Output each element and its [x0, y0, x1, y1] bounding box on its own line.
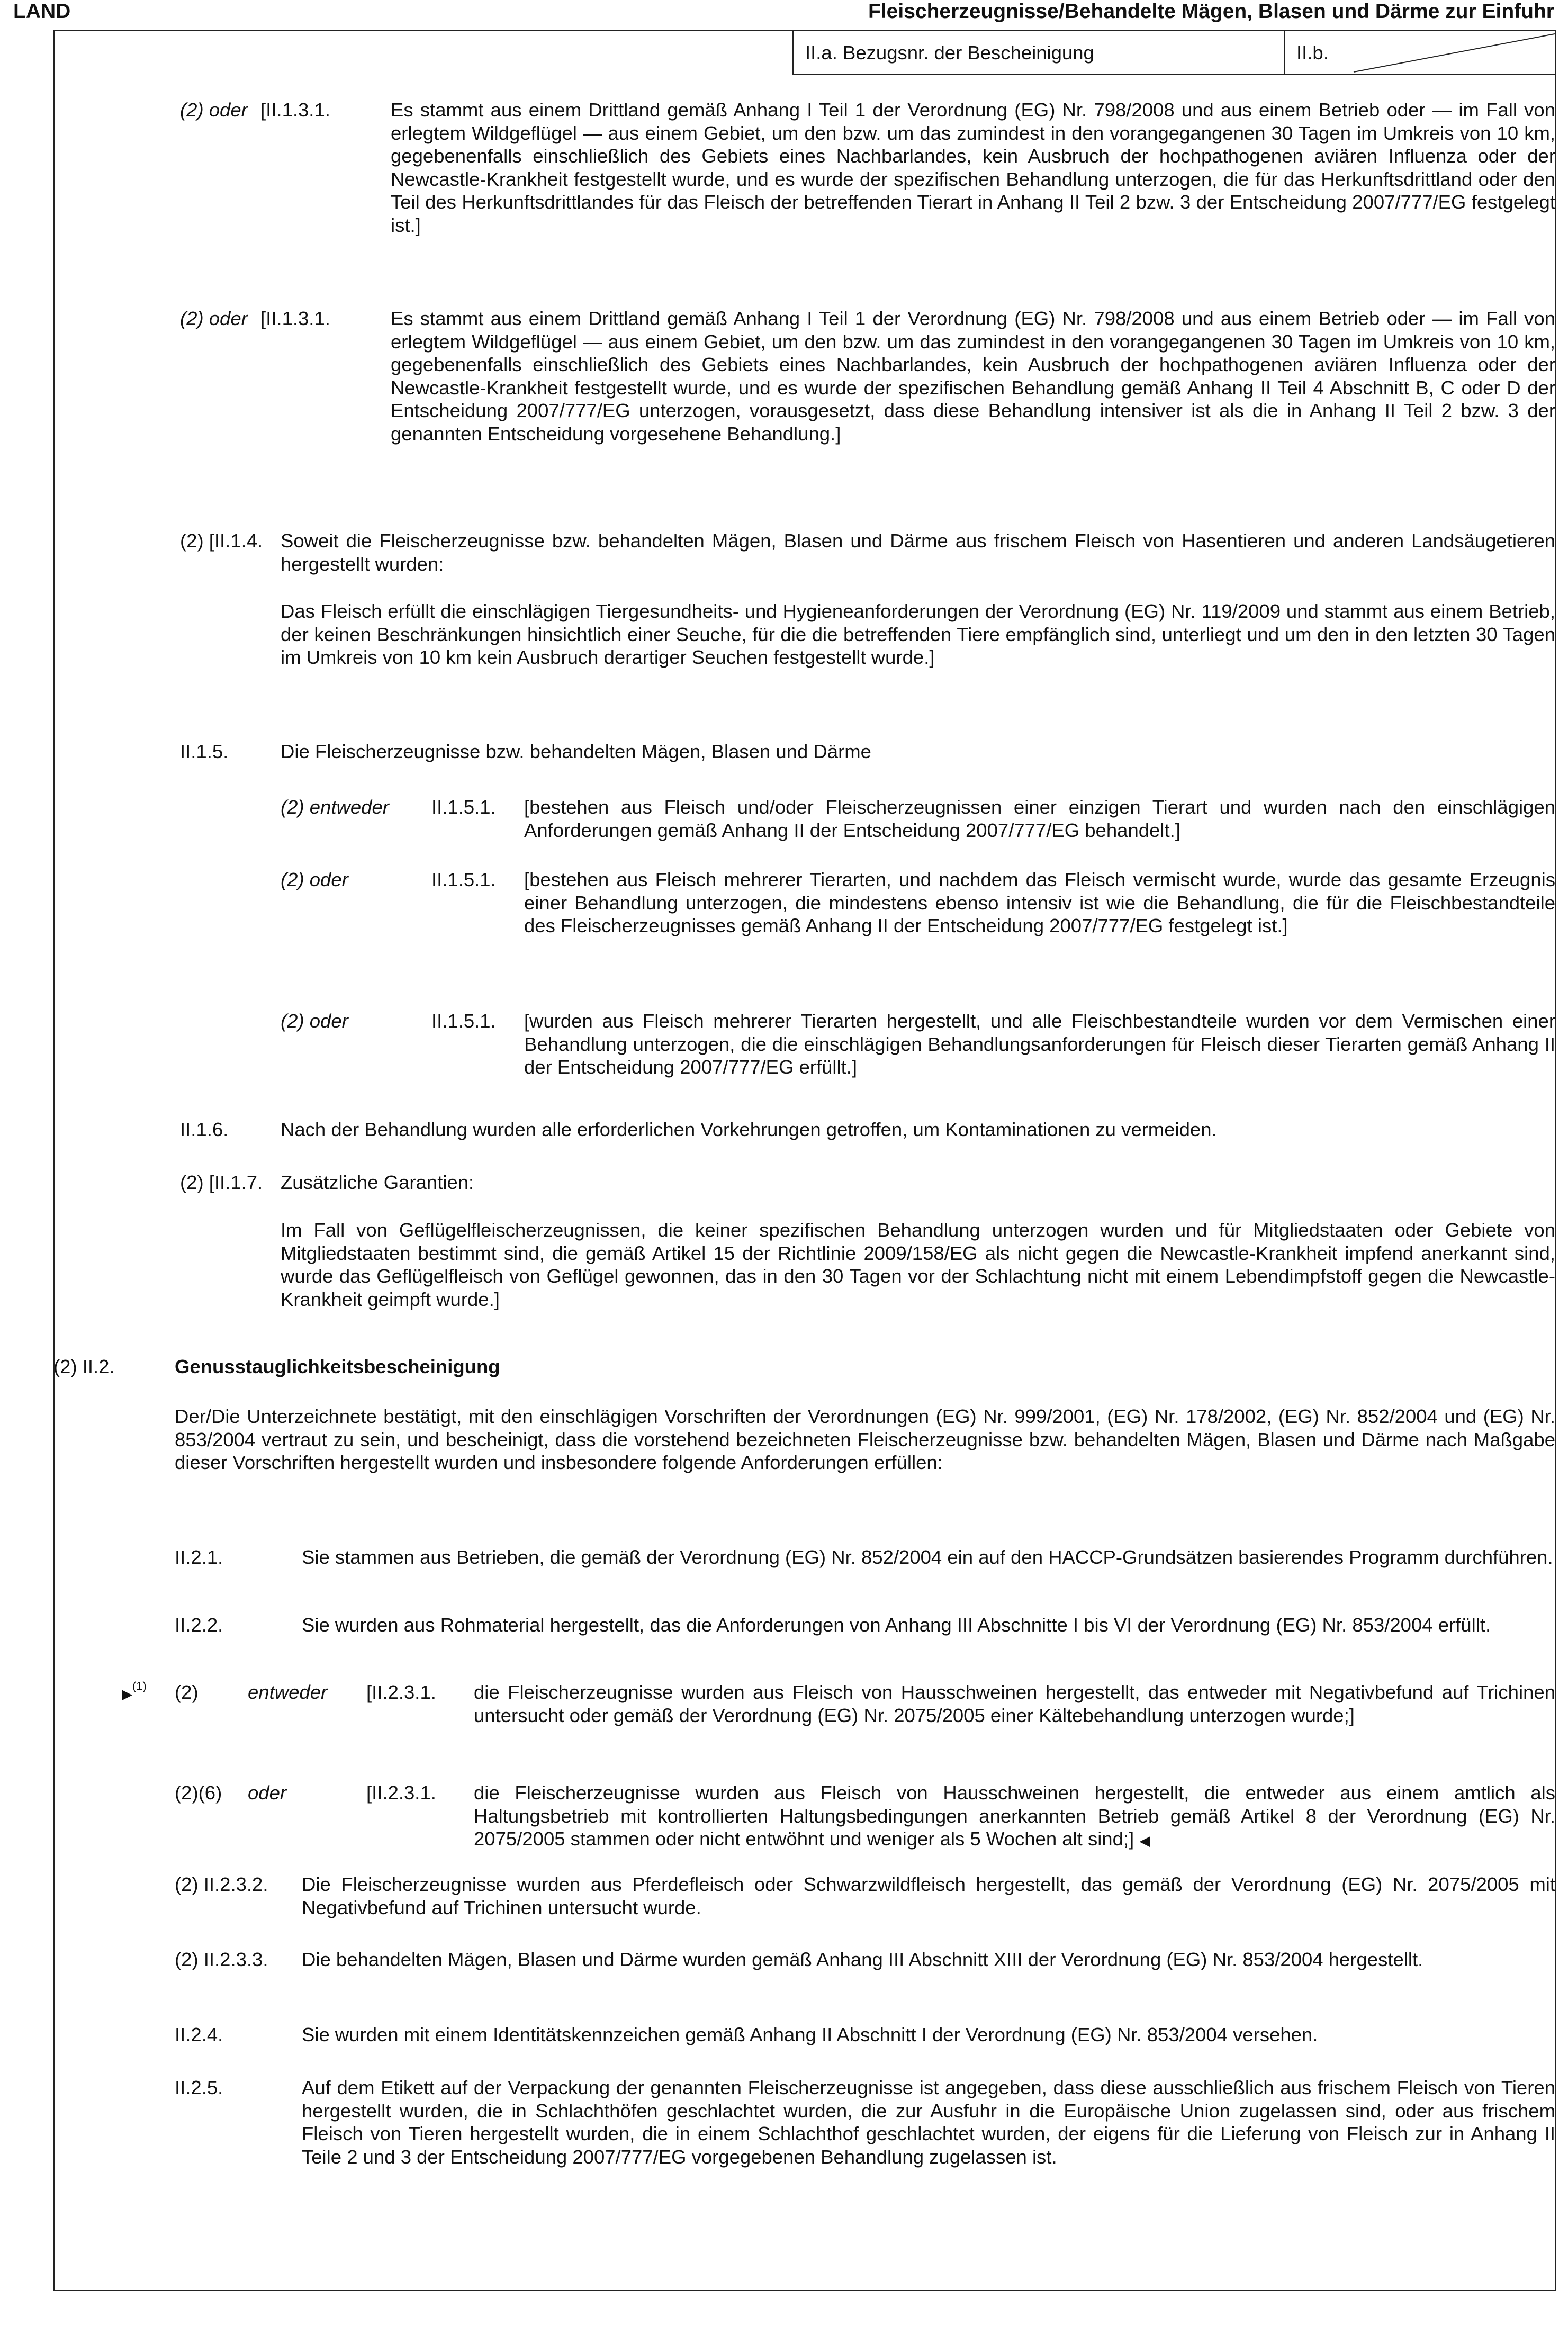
section-5-text: Nach der Behandlung wurden alle erforderlichen Vorkehrungen getroffen, um Kontaminationen zu vermeiden. [281, 1119, 1217, 1140]
section-15-number: II.2.5. [175, 2077, 223, 2098]
section-11-number: [II.2.3.1. [366, 1782, 436, 1804]
section-4-number: II.1.5. [180, 741, 229, 762]
section-14-text: Sie wurden mit einem Identitätskennzeichen gemäß Anhang II Abschnitt I der Verordnung (EG) Nr. 853/2004 versehen. [302, 2024, 1318, 2045]
section-2-text: Es stammt aus einem Drittland gemäß Anhang I Teil 1 der Verordnung (EG) Nr. 798/2008 und aus einem Betrieb oder — im Fall von erlegtem Wildgeflügel — aus einem Gebiet, um den bzw. um das zumindest in den vorangegangenen 30 Tagen im Umkreis von 10 km, gegebenenfalls einschließlich des Gebiets eines Nachbarlandes, kein Ausbruch der hochpathogenen aviären Influenza oder der Newcastle-Krankheit festgestellt wurde, und es wurde der spezifischen Behandlung gemäß Anhang II Teil 4 Abschnitt B, C oder D der Entscheidung 2007/777/EG unterzogen, vorausgesetzt, dass diese Behandlung intensiver ist als die in Anhang II Teil 2 bzw. 3 der genannten Entscheidung vorgesehene Behandlung.] [391, 308, 1555, 445]
section-12-text: Die Fleischerzeugnisse wurden aus Pferdefleisch oder Schwarzwildfleisch hergestellt, das gemäß der Verordnung (EG) Nr. 2075/2005 mit Negativbefund auf Trichinen untersucht wurde. [302, 1873, 1555, 1918]
section-6-number: (2) [II.1.7. [180, 1171, 263, 1193]
section-10-prefix: (2) [175, 1681, 199, 1703]
section-9-number: II.2.2. [175, 1614, 223, 1636]
section-4c-number: II.1.5.1. [431, 1010, 496, 1032]
reference-number-label: II.a. Bezugsnr. der Bescheinigung [805, 42, 1094, 64]
section-4b-number: II.1.5.1. [431, 869, 496, 890]
section-7-number: (2) II.2. [53, 1356, 115, 1377]
amendment-start-marker: ▶$^{(1)}$ [122, 1679, 147, 1702]
certificate-title: Fleischerzeugnisse/Behandelte Mägen, Blasen und Därme zur Einfuhr [868, 0, 1554, 23]
section-10-text: die Fleischerzeugnisse wurden aus Fleisch von Hausschweinen hergestellt, das entweder mit Negativbefund auf Trichinen untersucht oder gemäß der Verordnung (EG) Nr. 2075/2005 einer Kältebehandlung unterzogen wurde;] [474, 1681, 1555, 1726]
section-6-text-2: Im Fall von Geflügelfleischerzeugnissen, die keiner spezifischen Behandlung unterzogen wurden und für Mitgliedstaaten oder Gebiete von Mitgliedstaaten bestimmt sind, die gemäß Artikel 15 der Richtlinie 2009/158/EG als nicht gegen die Newcastle-Krankheit impfend anerkannt sind, wurde das Geflügelfleisch von Geflügel gewonnen, das in den 30 Tagen vor der Schlachtung nicht mit einem Lebendimpfstoff gegen die Newcastle-Krankheit geimpft wurde.] [281, 1219, 1555, 1310]
section-3-text: Soweit die Fleischerzeugnisse bzw. behandelten Mägen, Blasen und Därme aus frischem Fleisch von Hasentieren und anderen Landsäugetieren hergestellt wurden: [281, 530, 1555, 575]
section-1-prefix: (2) oder [180, 99, 248, 121]
section-4b-text: [bestehen aus Fleisch mehrerer Tierarten, und nachdem das Fleisch vermischt wurde, wurde das gesamte Erzeugnis einer Behandlung unterzogen, die mindestens ebenso intensiv ist wie die Behandlung, die für die Fleischbestandteile des Fleischerzeugnisses gemäß Anhang II der Entscheidung 2007/777/EG festgelegt ist.] [524, 869, 1555, 936]
section-14-number: II.2.4. [175, 2024, 223, 2045]
section-11-text: die Fleischerzeugnisse wurden aus Fleisch von Hausschweinen hergestellt, die entweder aus einem amtlich als Haltungsbetrieb mit kontrollierten Haltungsbedingungen anerkannten Betrieb gemäß Artikel 8 der Verordnung (EG) Nr. 2075/2005 stammen oder nicht entwöhnt und weniger als 5 Wochen alt sind;] ◀ [474, 1782, 1555, 1850]
section-4b-prefix: (2) oder [281, 869, 348, 890]
reference-b-label: II.b. [1296, 42, 1329, 64]
section-5-number: II.1.6. [180, 1119, 229, 1140]
strike-line [1285, 30, 1557, 75]
section-9-text: Sie wurden aus Rohmaterial hergestellt, das die Anforderungen von Anhang III Abschnitte I bis VI der Verordnung (EG) Nr. 853/2004 erfüllt. [302, 1614, 1491, 1636]
section-3-text-2: Das Fleisch erfüllt die einschlägigen Tiergesundheits- und Hygieneanforderungen der Verordnung (EG) Nr. 119/2009 und stammt aus einem Betrieb, der keinen Beschränkungen hinsichtlich einer Seuche, für die die betreffenden Tiere empfänglich sind, unterliegt und um den in den letzten 30 Tagen im Umkreis von 10 km kein Ausbruch derartiger Seuchen festgestellt wurde.] [281, 600, 1555, 668]
section-13-text: Die behandelten Mägen, Blasen und Därme wurden gemäß Anhang III Abschnitt XIII der Verordnung (EG) Nr. 853/2004 hergestellt. [302, 1949, 1423, 1970]
section-4a-prefix: (2) entweder [281, 796, 389, 818]
section-10-number: [II.2.3.1. [366, 1681, 436, 1703]
section-1-text: Es stammt aus einem Drittland gemäß Anhang I Teil 1 der Verordnung (EG) Nr. 798/2008 und aus einem Betrieb oder — im Fall von erlegtem Wildgeflügel — aus einem Gebiet, um den bzw. um das zumindest in den vorangegangenen 30 Tagen im Umkreis von 10 km, gegebenenfalls einschließlich des Gebiets eines Nachbarlandes, kein Ausbruch der hochpathogenen aviären Influenza oder der Newcastle-Krankheit festgestellt wurde, und es wurde der spezifischen Behandlung unterzogen, die für das Herkunftsdrittland oder den Teil des Herkunftsdrittlandes für das Fleisch der betreffenden Tierart in Anhang II Teil 2 bzw. 3 der Entscheidung 2007/777/EG festgelegt ist.] [391, 99, 1555, 236]
section-6-text: Zusätzliche Garantien: [281, 1171, 474, 1193]
section-2-number: [II.1.3.1. [260, 308, 330, 329]
section-8-text: Sie stammen aus Betrieben, die gemäß der Verordnung (EG) Nr. 852/2004 ein auf den HACCP-Grundsätzen basierendes Programm durchführen. [302, 1546, 1553, 1568]
section-4-text: Die Fleischerzeugnisse bzw. behandelten Mägen, Blasen und Därme [281, 741, 871, 762]
section-4a-number: II.1.5.1. [431, 796, 496, 818]
reference-number-cell [792, 30, 1284, 75]
reference-b-cell [1284, 30, 1556, 75]
section-1-number: [II.1.3.1. [260, 99, 330, 121]
section-7-heading: Genusstauglichkeitsbescheinigung [175, 1356, 500, 1377]
section-7-text: Der/Die Unterzeichnete bestätigt, mit den einschlägigen Vorschriften der Verordnungen (EG) Nr. 999/2001, (EG) Nr. 178/2002, (EG) Nr. 852/2004 und (EG) Nr. 853/2004 vertraut zu sein, und bescheinigt, dass die vorstehend bezeichneten Fleischerzeugnisse bzw. behandelten Mägen, Blasen und Därme nach Maßgabe dieser Vorschriften hergestellt wurden und insbesondere folgende Anforderungen erfüllen: [175, 1405, 1555, 1473]
section-4c-prefix: (2) oder [281, 1010, 348, 1032]
section-12-number: (2) II.2.3.2. [175, 1873, 268, 1895]
amendment-end-marker: ◀ [1139, 1833, 1150, 1849]
section-4c-text: [wurden aus Fleisch mehrerer Tierarten hergestellt, und alle Fleischbestandteile wurden vor dem Vermischen einer Behandlung unterzogen, die die einschlägigen Behandlungsanforderungen für Fleisch dieser Tierarten gemäß Anhang II der Entscheidung 2007/777/EG erfüllt.] [524, 1010, 1555, 1078]
section-11-prefix: (2)(6) [175, 1782, 222, 1804]
section-3-number: (2) [II.1.4. [180, 530, 263, 552]
section-13-number: (2) II.2.3.3. [175, 1949, 268, 1970]
section-4a-text: [bestehen aus Fleisch und/oder Fleischerzeugnissen einer einzigen Tierart und wurden nach den einschlägigen Anforderungen gemäß Anhang II der Entscheidung 2007/777/EG behandelt.] [524, 796, 1555, 841]
country-label: LAND [13, 0, 71, 23]
section-8-number: II.2.1. [175, 1546, 223, 1568]
section-15-text: Auf dem Etikett auf der Verpackung der genannten Fleischerzeugnisse ist angegeben, dass diese ausschließlich aus frischem Fleisch von Tieren hergestellt wurden, die in Schlachthöfen geschlachtet wurden, die zur Ausfuhr in die Europäische Union zugelassen sind, oder aus frischem Fleisch von Tieren hergestellt wurden, die in einem Schlachthof geschlachtet wurden, der eigens für die Lieferung von Fleisch zur in Anhang II Teile 2 und 3 der Entscheidung 2007/777/EG vorgegebenen Behandlung zugelassen ist. [302, 2077, 1555, 2168]
section-2-prefix: (2) oder [180, 308, 248, 329]
section-11-qualifier: oder [248, 1782, 287, 1804]
section-10-qualifier: entweder [248, 1681, 328, 1703]
